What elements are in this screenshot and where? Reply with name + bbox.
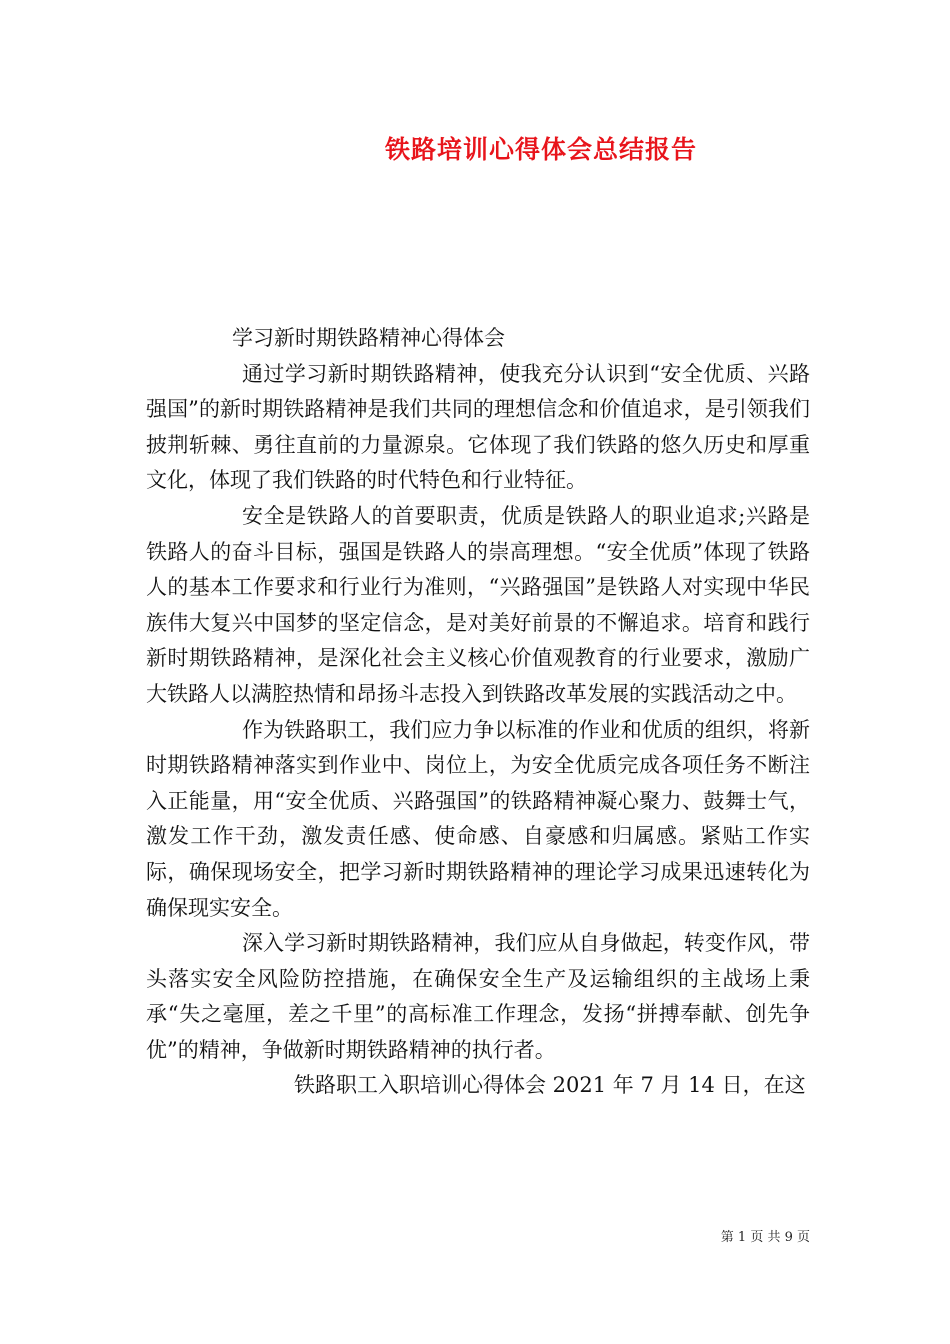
document-title: 铁路培训心得体会总结报告 [384, 135, 697, 164]
page-number-footer: 第 1 页 共 9 页 [720, 1230, 810, 1245]
paragraph-1: 通过学习新时期铁路精神，使我充分认识到“安全优质、兴路强国”的新时期铁路精神是我们共同的理想信念和价值追求，是引领我们披荆斩棘、勇往直前的力量源泉。它体现了我们铁路的悠久历史和厚重文化，体现了我们铁路的时代特色和行业特征。 [146, 361, 810, 493]
section-subtitle: 学习新时期铁路精神心得体会 [232, 326, 505, 350]
paragraph-3: 作为铁路职工，我们应力争以标准的作业和优质的组织，将新时期铁路精神落实到作业中、岗位上，为安全优质完成各项任务不断注入正能量，用“安全优质、兴路强国”的铁路精神凝心聚力、鼓舞士气，激发工作干劲，激发责任感、使命感、自豪感和归属感。紧贴工作实际，确保现场安全，把学习新时期铁路精神的理论学习成果迅速转化为确保现实安全。 [146, 717, 810, 920]
paragraph-4: 深入学习新时期铁路精神，我们应从自身做起，转变作风，带头落实安全风险防控措施，在确保安全生产及运输组织的主战场上秉承“失之毫厘，差之千里”的高标准工作理念，发扬“拼搏奉献、创先争优”的精神，争做新时期铁路精神的执行者。 [146, 931, 810, 1062]
paragraph-5-start: 铁路职工入职培训心得体会 2021 年 7 月 14 日，在这 [294, 1073, 806, 1098]
document-body [146, 321, 810, 1104]
paragraph-2: 安全是铁路人的首要职责，优质是铁路人的职业追求;兴路是铁路人的奋斗目标，强国是铁路人的崇高理想。“安全优质”体现了铁路人的基本工作要求和行业行为准则，“兴路强国”是铁路人对实现中华民族伟大复兴中国梦的坚定信念，是对美好前景的不懈追求。培育和践行新时期铁路精神，是深化社会主义核心价值观教育的行业要求，激励广大铁路人以满腔热情和昂扬斗志投入到铁路改革发展的实践活动之中。 [146, 503, 810, 706]
